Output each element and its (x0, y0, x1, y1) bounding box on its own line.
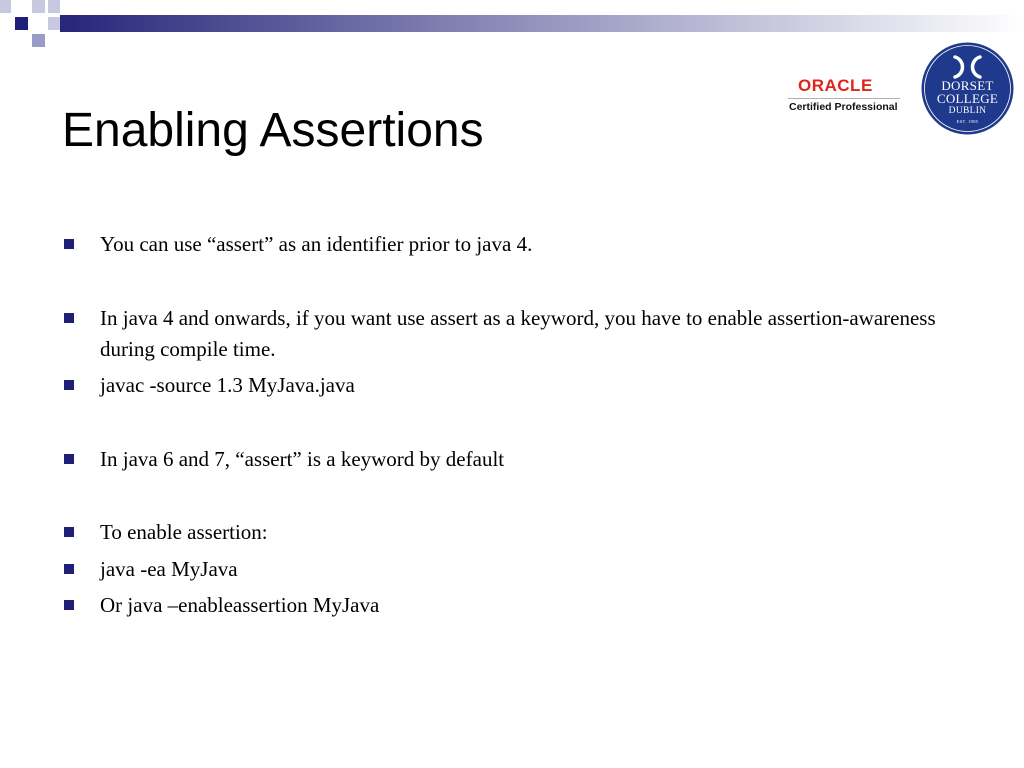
bullet-text: In java 6 and 7, “assert” is a keyword by default (100, 447, 505, 471)
bullet-square-icon (64, 564, 74, 574)
bullet-text: Or java –enableassertion MyJava (100, 593, 380, 617)
bullet-square-icon (64, 380, 74, 390)
logo-divider (788, 98, 900, 99)
bullet-square-icon (64, 313, 74, 323)
oracle-wordmark: ORACLE (798, 76, 873, 95)
dorset-college-logo (921, 42, 1014, 135)
bullet-square-icon (64, 239, 74, 249)
bullet-square-icon (64, 600, 74, 610)
dorset-line-1: DORSET (941, 78, 994, 93)
slide-title: Enabling Assertions (62, 104, 484, 157)
bullet-square-icon (64, 454, 74, 464)
bullet-text: You can use “assert” as an identifier prior to java 4. (100, 232, 533, 256)
oracle-subtitle: Certified Professional (789, 101, 898, 113)
bullet-text: To enable assertion: (100, 520, 268, 544)
bullet-text: java -ea MyJava (100, 557, 238, 581)
bullet-square-icon (64, 527, 74, 537)
dorset-line-4: EST. 1985 (956, 119, 979, 124)
oracle-certified-logo (786, 76, 902, 118)
dorset-line-3: DUBLIN (948, 106, 987, 116)
dorset-line-2: COLLEGE (936, 91, 999, 106)
bullet-text: In java 4 and onwards, if you want use assert as a keyword, you have to enable assertion-awareness during compile time. (100, 306, 936, 361)
bullet-text: javac -source 1.3 MyJava.java (100, 373, 355, 397)
header-decoration (0, 0, 1024, 50)
